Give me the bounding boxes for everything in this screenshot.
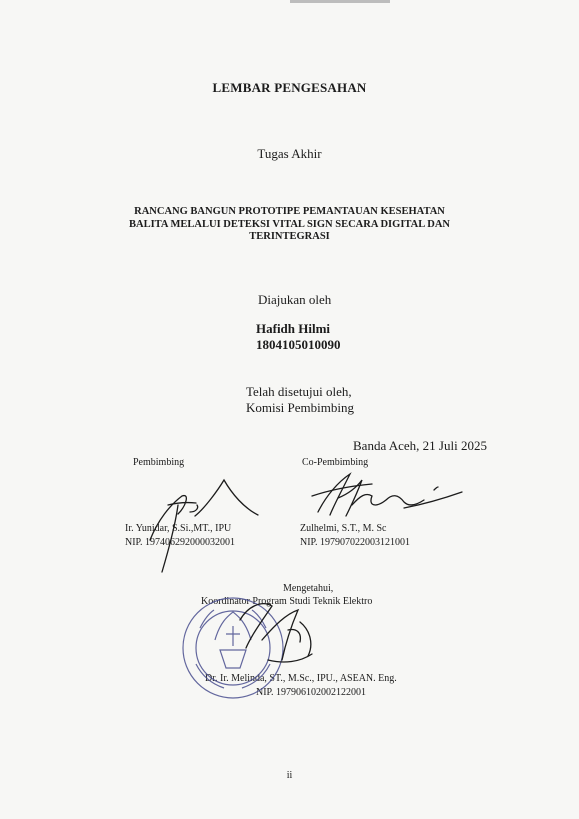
coordinator-name: Dr. Ir. Melinda, ST., M.Sc., IPU., ASEAN. Eng. — [205, 673, 397, 684]
co-supervisor-signature — [312, 474, 462, 516]
thesis-title-line: RANCANG BANGUN PROTOTIPE PEMANTAUAN KESEHATAN — [134, 206, 445, 217]
supervisor-id: NIP. 197406292000032001 — [125, 537, 236, 548]
coordinator-id: NIP. 197906102002122001 — [256, 687, 367, 698]
committee-label: Komisi Pembimbing — [246, 400, 354, 415]
submitted-by-label: Diajukan oleh — [258, 292, 332, 307]
document-type: Tugas Akhir — [257, 146, 322, 161]
thesis-title-line: BALITA MELALUI DETEKSI VITAL SIGN SECARA DIGITAL DAN — [128, 218, 451, 230]
co-supervisor-name: Zulhelmi, S.T., M. Sc — [300, 523, 387, 534]
approved-by-label: Telah disetujui oleh, — [246, 384, 352, 399]
supervisor-role: Pembimbing — [133, 457, 185, 468]
page-heading: LEMBAR PENGESAHAN — [212, 80, 367, 95]
place-date: Banda Aceh, 21 Juli 2025 — [353, 438, 487, 453]
co-supervisor-id: NIP. 197907022003121001 — [300, 537, 411, 548]
author-name: Hafidh Hilmi — [256, 321, 331, 336]
supervisor-name: Ir. Yunidar, S.Si.,MT., IPU — [125, 523, 232, 534]
coordinator-label: Koordinator Program Studi Teknik Elektro — [201, 596, 373, 607]
page-number: ii — [286, 770, 293, 781]
supervisor-signature — [150, 480, 258, 572]
co-supervisor-role: Co-Pembimbing — [302, 457, 369, 468]
acknowledged-label: Mengetahui, — [283, 583, 334, 594]
thesis-title-line: TERINTEGRASI — [249, 231, 330, 242]
author-id: 1804105010090 — [256, 337, 341, 352]
coordinator-signature — [240, 604, 312, 662]
